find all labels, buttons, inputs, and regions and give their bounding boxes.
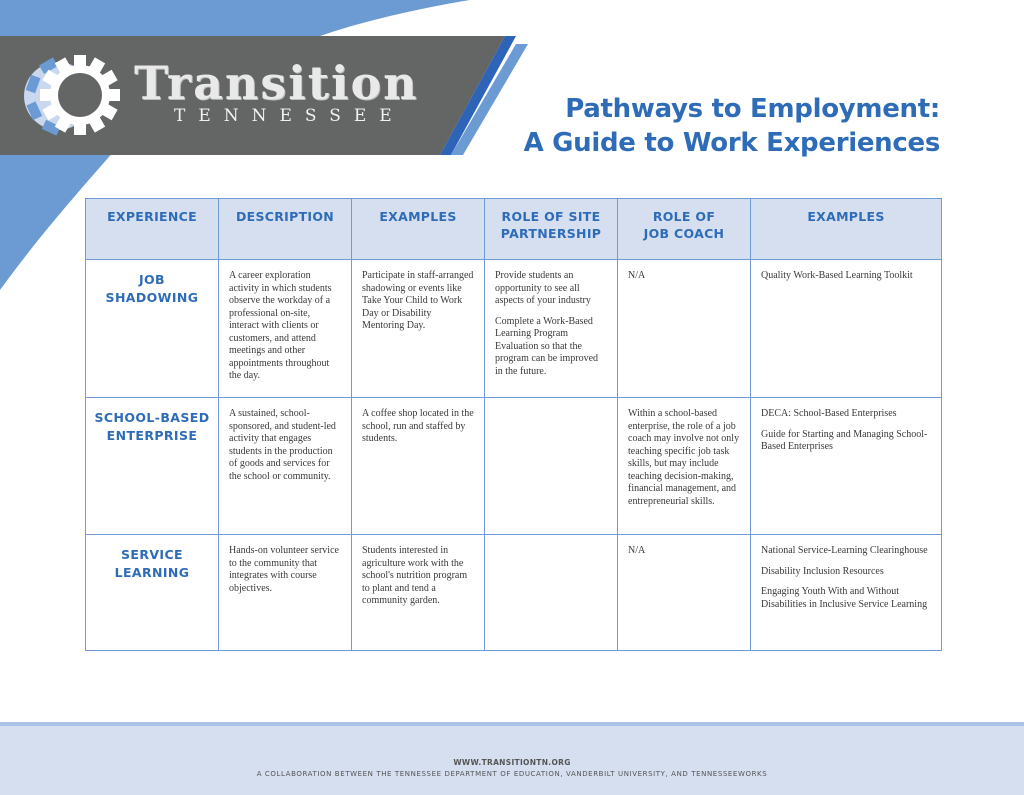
resource-link[interactable]: Engaging Youth With and Without Disabilities in Inclusive Service Learning xyxy=(761,586,928,610)
job-coach-cell: N/A xyxy=(618,535,751,651)
resources-cell xyxy=(751,398,942,535)
footer-collaboration-text: A COLLABORATION BETWEEN THE TENNESSEE DEPARTMENT OF EDUCATION, VANDERBILT UNIVERSITY, AND TENNESSEEWORKS xyxy=(256,770,768,778)
work-experiences-table xyxy=(85,198,942,651)
table-row xyxy=(86,535,942,651)
brand-logo xyxy=(22,50,462,140)
description-cell: Hands-on volunteer service to the community that integrates with course objectives. xyxy=(219,535,352,651)
resources-cell xyxy=(751,535,942,651)
header-experience: EXPERIENCE xyxy=(86,199,219,260)
resource-link[interactable]: Disability Inclusion Resources xyxy=(761,565,884,577)
description-cell: A sustained, school-sponsored, and student-led activity that engages students in the production of goods and services for the school or community. xyxy=(219,398,352,535)
site-partnership-cell xyxy=(485,398,618,535)
header-examples: EXAMPLES xyxy=(352,199,485,260)
table-row xyxy=(86,260,942,398)
footer-website-link[interactable]: WWW.TRANSITIONTN.ORG xyxy=(453,758,571,767)
examples-cell: A coffee shop located in the school, run and staffed by students. xyxy=(352,398,485,535)
description-cell: A career exploration activity in which students observe the workday of a professional on-site, interact with clients or customers, and attend meetings and other appointments throughout the day. xyxy=(219,260,352,398)
examples-cell: Students interested in agriculture work with the school's nutrition program to plant and tend a community garden. xyxy=(352,535,485,651)
experience-cell: SERVICE LEARNING xyxy=(86,535,219,651)
resource-link[interactable]: National Service-Learning Clearinghouse xyxy=(761,545,928,556)
experience-cell: JOB SHADOWING xyxy=(86,260,219,398)
page-title xyxy=(524,92,940,160)
examples-cell: Participate in staff-arranged shadowing or events like Take Your Child to Work Day or Disability Mentoring Day. xyxy=(352,260,485,398)
experience-cell: SCHOOL-BASED ENTERPRISE xyxy=(86,398,219,535)
table-row xyxy=(86,398,942,535)
gear-icon xyxy=(22,50,132,140)
header-role-of-site-partnership: ROLE OF SITE PARTNERSHIP xyxy=(485,199,618,260)
page-title-line1: Pathways to Employment: xyxy=(565,94,940,124)
resource-link[interactable]: Quality Work-Based Learning Toolkit xyxy=(761,270,913,281)
header-description: DESCRIPTION xyxy=(219,199,352,260)
job-coach-cell: N/A xyxy=(618,260,751,398)
brand-subtitle: TENNESSEE xyxy=(174,106,405,126)
brand-title: Transition xyxy=(134,56,419,110)
job-coach-cell: Within a school-based enterprise, the role of a job coach may involve not only teaching specific job task skills, but may include teaching decision-making, financial management, and entrepreneurial skills. xyxy=(618,398,751,535)
header-role-of-job-coach: ROLE OF JOB COACH xyxy=(618,199,751,260)
page-title-line2: A Guide to Work Experiences xyxy=(523,128,940,158)
resource-link[interactable]: DECA: School-Based Enterprises xyxy=(761,408,897,419)
site-partnership-cell: Provide students an opportunity to see all aspects of your industry Complete a Work-Based Learning Program Evaluation so that the program can be improved in the future. xyxy=(485,260,618,398)
resource-link[interactable]: Guide for Starting and Managing School-Based Enterprises xyxy=(761,428,928,452)
header-resources: EXAMPLES xyxy=(751,199,942,260)
resources-cell xyxy=(751,260,942,398)
table-header-row xyxy=(86,199,942,260)
site-partnership-cell xyxy=(485,535,618,651)
footer xyxy=(0,722,1024,795)
